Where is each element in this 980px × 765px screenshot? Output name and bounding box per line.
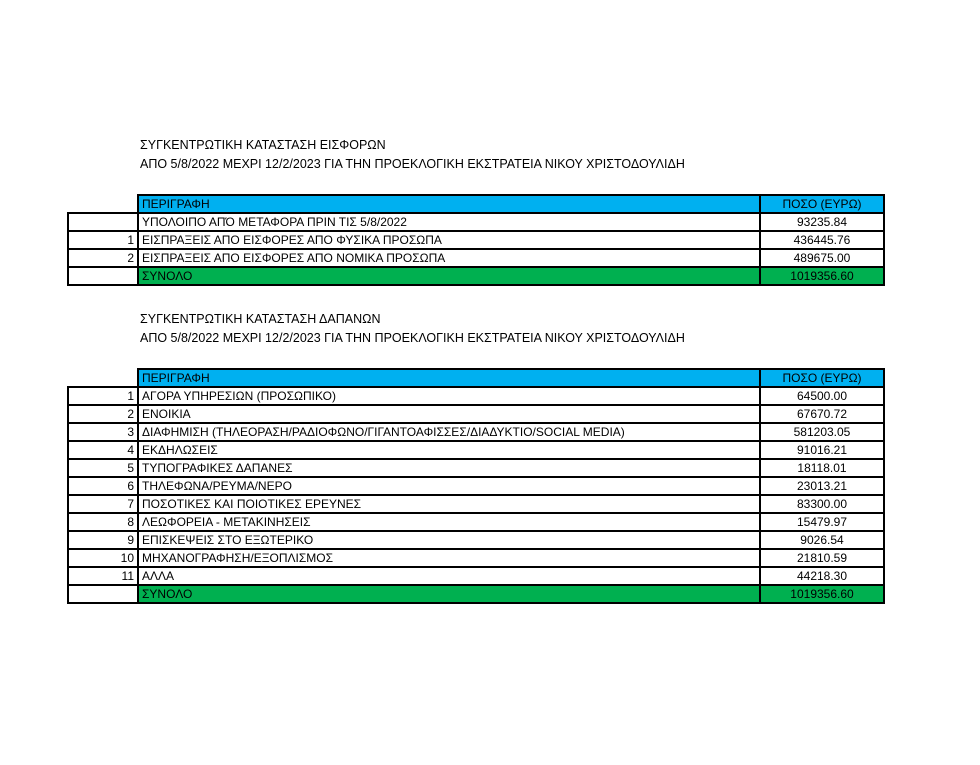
row-amount: 9026.54	[760, 531, 884, 549]
row-amount: 18118.01	[760, 459, 884, 477]
row-description: ΔΙΑΦΗΜΙΣΗ (ΤΗΛΕΟΡΑΣΗ/ΡΑΔΙΟΦΩΝΟ/ΓΙΓΑΝΤΟΑΦΙΣΣΕΣ/ΔΙΑΔΥΚΤΙΟ/SOCIAL MEDIA)	[138, 423, 760, 441]
table-row	[68, 423, 884, 441]
table-header-row	[68, 195, 884, 213]
row-number: 1	[68, 231, 138, 249]
row-description: ΑΛΛΑ	[138, 567, 760, 585]
table-row	[68, 405, 884, 423]
row-description: ΤΗΛΕΦΩΝΑ/ΡΕΥΜΑ/ΝΕΡΟ	[138, 477, 760, 495]
row-number: 4	[68, 441, 138, 459]
row-description: ΜΗΧΑΝΟΓΡΑΦΗΣΗ/ΕΞΟΠΛΙΣΜΟΣ	[138, 549, 760, 567]
row-description: ΑΓΟΡΑ ΥΠΗΡΕΣΙΩΝ (ΠΡΟΣΩΠΙΚΟ)	[138, 387, 760, 405]
row-description: ΛΕΩΦΟΡΕΙΑ - ΜΕΤΑΚΙΝΗΣΕΙΣ	[138, 513, 760, 531]
total-row	[68, 267, 884, 285]
table-row	[68, 231, 884, 249]
row-amount: 44218.30	[760, 567, 884, 585]
row-description: ΕΚΔΗΛΩΣΕΙΣ	[138, 441, 760, 459]
total-row	[68, 585, 884, 603]
table-row	[68, 567, 884, 585]
row-description: ΕΝΟΙΚΙΑ	[138, 405, 760, 423]
expenses-subtitle: ΑΠΟ 5/8/2022 ΜΕΧΡΙ 12/2/2023 ΓΙΑ ΤΗΝ ΠΡΟΕΚΛΟΓΙΚΗ ΕΚΣΤΡΑΤΕΙΑ ΝΙΚΟΥ ΧΡΙΣΤΟΔΟΥΛΙΔΗ	[140, 331, 685, 345]
total-label: ΣΥΝΟΛΟ	[138, 585, 760, 603]
row-number: 8	[68, 513, 138, 531]
table-row	[68, 513, 884, 531]
row-number: 2	[68, 249, 138, 267]
row-number: 11	[68, 567, 138, 585]
row-amount: 91016.21	[760, 441, 884, 459]
total-amount: 1019356.60	[760, 585, 884, 603]
header-description: ΠΕΡΙΓΡΑΦΗ	[138, 369, 760, 387]
table-row	[68, 495, 884, 513]
contributions-table	[67, 194, 885, 286]
total-num-cell	[68, 585, 138, 603]
row-amount: 64500.00	[760, 387, 884, 405]
row-description: ΥΠΟΛΟΙΠΟ ΑΠΌ ΜΕΤΑΦΟΡΑ ΠΡΙΝ ΤΙΣ 5/8/2022	[138, 213, 760, 231]
row-description: ΠΟΣΟΤΙΚΕΣ ΚΑΙ ΠΟΙΟΤΙΚΕΣ ΕΡΕΥΝΕΣ	[138, 495, 760, 513]
contributions-subtitle: ΑΠΟ 5/8/2022 ΜΕΧΡΙ 12/2/2023 ΓΙΑ ΤΗΝ ΠΡΟΕΚΛΟΓΙΚΗ ΕΚΣΤΡΑΤΕΙΑ ΝΙΚΟΥ ΧΡΙΣΤΟΔΟΥΛΙΔΗ	[140, 157, 685, 171]
row-number: 7	[68, 495, 138, 513]
table-row	[68, 459, 884, 477]
row-amount: 436445.76	[760, 231, 884, 249]
row-amount: 489675.00	[760, 249, 884, 267]
contributions-title: ΣΥΓΚΕΝΤΡΩΤΙΚΗ ΚΑΤΑΣΤΑΣΗ ΕΙΣΦΟΡΩΝ	[140, 138, 386, 152]
row-description: ΕΙΣΠΡΑΞΕΙΣ ΑΠΟ ΕΙΣΦΟΡΕΣ ΑΠΟ ΦΥΣΙΚΑ ΠΡΟΣΩΠΑ	[138, 231, 760, 249]
row-amount: 93235.84	[760, 213, 884, 231]
table-row	[68, 213, 884, 231]
total-label: ΣΥΝΟΛΟ	[138, 267, 760, 285]
header-amount: ΠΟΣΟ (ΕΥΡΩ)	[760, 195, 884, 213]
table-header-row	[68, 369, 884, 387]
expenses-table	[67, 368, 885, 604]
row-number: 1	[68, 387, 138, 405]
row-number: 6	[68, 477, 138, 495]
row-amount: 15479.97	[760, 513, 884, 531]
header-description: ΠΕΡΙΓΡΑΦΗ	[138, 195, 760, 213]
row-number: 10	[68, 549, 138, 567]
row-amount: 581203.05	[760, 423, 884, 441]
table-row	[68, 549, 884, 567]
table-row	[68, 477, 884, 495]
total-num-cell	[68, 267, 138, 285]
row-number	[68, 213, 138, 231]
row-number: 5	[68, 459, 138, 477]
header-num-cell	[68, 369, 138, 387]
row-amount: 23013.21	[760, 477, 884, 495]
row-number: 2	[68, 405, 138, 423]
row-description: ΕΠΙΣΚΕΨΕΙΣ ΣΤΟ ΕΞΩΤΕΡΙΚΟ	[138, 531, 760, 549]
row-number: 9	[68, 531, 138, 549]
table-row	[68, 249, 884, 267]
row-amount: 83300.00	[760, 495, 884, 513]
row-description: ΤΥΠΟΓΡΑΦΙΚΕΣ ΔΑΠΑΝΕΣ	[138, 459, 760, 477]
header-num-cell	[68, 195, 138, 213]
expenses-title: ΣΥΓΚΕΝΤΡΩΤΙΚΗ ΚΑΤΑΣΤΑΣΗ ΔΑΠΑΝΩΝ	[140, 312, 381, 326]
table-row	[68, 387, 884, 405]
total-amount: 1019356.60	[760, 267, 884, 285]
table-row	[68, 531, 884, 549]
row-amount: 21810.59	[760, 549, 884, 567]
table-row	[68, 441, 884, 459]
row-number: 3	[68, 423, 138, 441]
header-amount: ΠΟΣΟ (ΕΥΡΩ)	[760, 369, 884, 387]
row-amount: 67670.72	[760, 405, 884, 423]
row-description: ΕΙΣΠΡΑΞΕΙΣ ΑΠΟ ΕΙΣΦΟΡΕΣ ΑΠΟ ΝΟΜΙΚΑ ΠΡΟΣΩΠΑ	[138, 249, 760, 267]
